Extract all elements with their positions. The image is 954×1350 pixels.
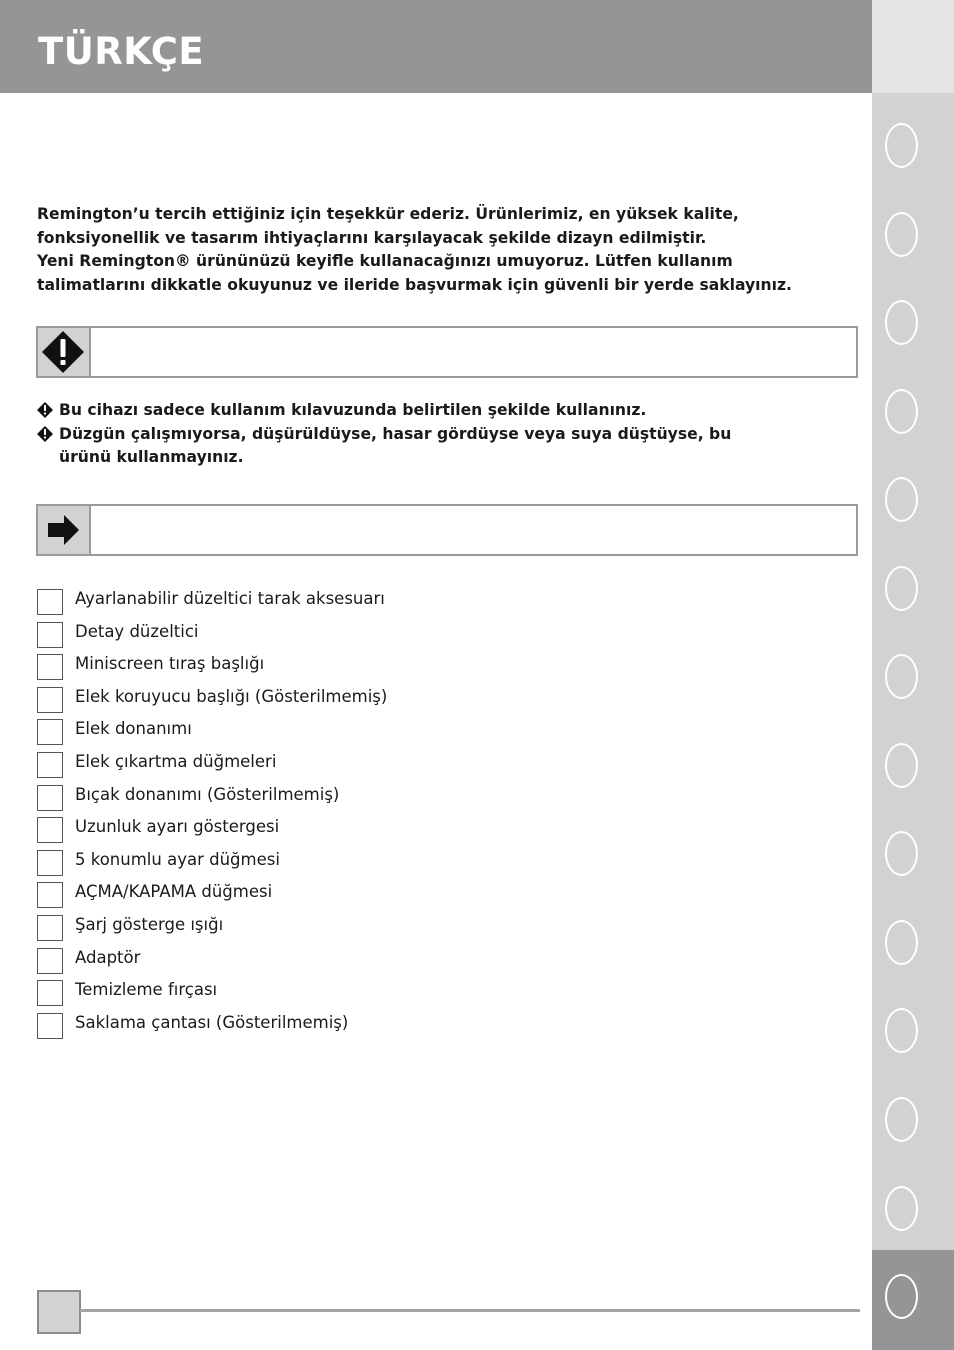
warning-bullet-icon (37, 402, 53, 418)
part-number-box (37, 622, 63, 648)
part-number-box (37, 589, 63, 615)
part-label: Elek koruyucu başlığı (Gösterilmemiş) (75, 686, 388, 706)
language-tab-circle (885, 123, 918, 168)
language-tab-circle (885, 1008, 918, 1053)
arrow-right-icon (38, 506, 87, 554)
page-number-box (37, 1290, 81, 1334)
language-tab-circle (885, 1097, 918, 1142)
language-tab-circle (885, 477, 918, 522)
warning-bullet-icon (37, 426, 53, 442)
warning-diamond-icon (38, 328, 87, 376)
part-number-box (37, 654, 63, 680)
part-label: 5 konumlu ayar düğmesi (75, 849, 280, 869)
part-label: Elek çıkartma düğmeleri (75, 752, 277, 771)
part-label: AÇMA/KAPAMA düğmesi (75, 882, 273, 902)
part-number-box (37, 1013, 63, 1039)
warning-text: Bu cihazı sadece kullanım kılavuzunda belirtilen şekilde kullanınız. (59, 401, 647, 419)
page-title: TÜRKÇE (38, 30, 205, 73)
warning-icon-cell (38, 328, 91, 376)
language-tab-circle (885, 920, 918, 965)
warning-item (37, 423, 837, 470)
part-number-box (37, 752, 63, 778)
language-tab-circle (885, 389, 918, 434)
part-label: Temizleme fırçası (75, 980, 218, 1000)
features-box (36, 504, 858, 556)
part-label: Bıçak donanımı (Gösterilmemiş) (75, 784, 340, 804)
features-icon-cell (38, 506, 91, 554)
language-tab-circle (885, 654, 918, 699)
part-number-box (37, 719, 63, 745)
intro-line: fonksiyonellik ve tasarım ihtiyaçlarını karşılayacak şekilde dizayn edilmiştir. (37, 228, 707, 247)
language-tab-circle (885, 300, 918, 345)
part-number-box (37, 882, 63, 908)
part-label: Elek donanımı (75, 719, 192, 739)
part-label: Ayarlanabilir düzeltici tarak aksesuarı (75, 589, 385, 608)
part-label: Adaptör (75, 947, 141, 967)
warning-item (37, 399, 837, 423)
part-number-box (37, 817, 63, 843)
part-number-box (37, 687, 63, 713)
warning-text: Düzgün çalışmıyorsa, düşürüldüyse, hasar gördüyse veya suya düştüyse, bu (59, 424, 732, 443)
part-label: Saklama çantası (Gösterilmemiş) (75, 1012, 349, 1032)
language-tab-circle (885, 212, 918, 257)
footer-rule (80, 1309, 860, 1312)
part-number-box (37, 915, 63, 941)
part-label: Şarj gösterge ışığı (75, 915, 224, 934)
part-number-box (37, 980, 63, 1006)
part-number-box (37, 785, 63, 811)
intro-line: talimatlarını dikkatle okuyunuz ve ileride başvurmak için güvenli bir yerde saklayınız. (37, 275, 792, 294)
language-tab-circle (885, 831, 918, 876)
header-bar (0, 0, 872, 93)
part-number-box (37, 948, 63, 974)
part-label: Miniscreen tıraş başlığı (75, 654, 265, 674)
language-tab-circle (885, 1274, 918, 1319)
language-tab-circle (885, 566, 918, 611)
part-number-box (37, 850, 63, 876)
warnings-list (37, 399, 837, 470)
intro-text (37, 203, 837, 297)
warning-text-cont: ürünü kullanmayınız. (59, 448, 244, 466)
intro-line: Yeni Remington® ürününüzü keyifle kullanacağınızı umuyoruz. Lütfen kullanım (37, 252, 733, 270)
language-tab-circle (885, 1186, 918, 1231)
side-tab-top (872, 0, 954, 93)
part-label: Uzunluk ayarı göstergesi (75, 817, 280, 837)
part-label: Detay düzeltici (75, 621, 199, 641)
intro-line: Remington’u tercih ettiğiniz için teşekkür ederiz. Ürünlerimiz, en yüksek kalite, (37, 205, 739, 223)
language-tab-circle (885, 743, 918, 788)
warning-box (36, 326, 858, 378)
